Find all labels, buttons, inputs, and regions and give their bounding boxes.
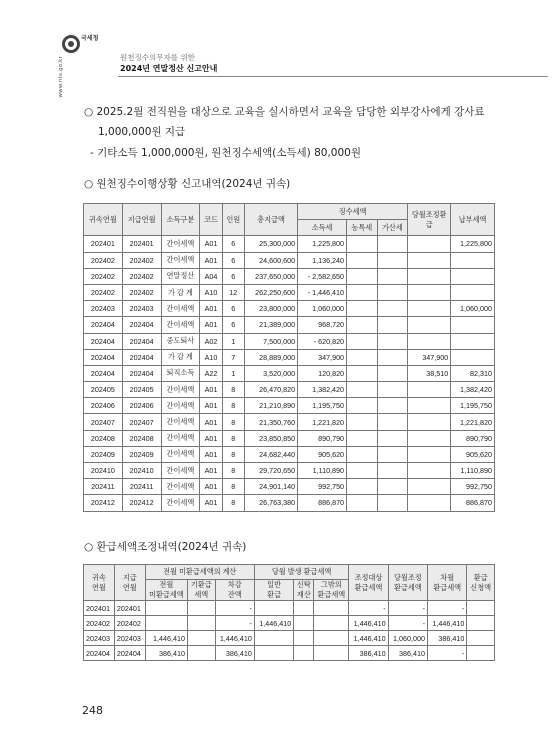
table-cell: 202402 bbox=[84, 284, 123, 300]
table-cell: 1,110,890 bbox=[298, 463, 347, 479]
col2-prev-balance: 차감 잔액 bbox=[215, 580, 254, 601]
table-cell: 202403 bbox=[84, 631, 115, 646]
table-cell: 1,446,410 bbox=[215, 631, 254, 646]
table-cell bbox=[294, 631, 314, 646]
table-cell: 202411 bbox=[122, 479, 161, 495]
table-cell: 1 bbox=[222, 333, 244, 349]
table-cell: 7,500,000 bbox=[244, 333, 297, 349]
table-cell: 6 bbox=[222, 268, 244, 284]
col-income-tax: 소득세 bbox=[298, 220, 347, 236]
table-cell bbox=[145, 616, 187, 631]
table-cell: - bbox=[428, 646, 467, 661]
table-cell: 12 bbox=[222, 284, 244, 300]
table-cell: 23,850,850 bbox=[244, 430, 297, 446]
table-cell: 21,210,890 bbox=[244, 398, 297, 414]
table-cell bbox=[451, 333, 495, 349]
table-cell: 간이세액 bbox=[161, 479, 200, 495]
table-cell: A01 bbox=[200, 430, 222, 446]
table-cell: A01 bbox=[200, 398, 222, 414]
table-cell: 간이세액 bbox=[161, 382, 200, 398]
table-row bbox=[84, 495, 495, 511]
col2-refund-req: 환급 신청액 bbox=[467, 565, 495, 601]
table-cell bbox=[254, 631, 293, 646]
table-cell bbox=[377, 479, 408, 495]
table-cell bbox=[314, 646, 349, 661]
table-cell bbox=[377, 349, 408, 365]
table-cell: 8 bbox=[222, 382, 244, 398]
table-cell: 26,470,820 bbox=[244, 382, 297, 398]
logo-text: 국세청 bbox=[81, 35, 99, 42]
table-cell: 968,720 bbox=[298, 317, 347, 333]
table-cell: 386,410 bbox=[215, 646, 254, 661]
table-cell bbox=[347, 236, 378, 252]
table-cell bbox=[377, 398, 408, 414]
table-cell: - 2,582,650 bbox=[298, 268, 347, 284]
table-cell: 3,520,000 bbox=[244, 365, 297, 381]
table-cell: 202404 bbox=[84, 317, 123, 333]
col-payment: 납부세액 bbox=[451, 204, 495, 236]
table-cell: A01 bbox=[200, 317, 222, 333]
header-subtitle: 원천징수의무자를 위한 bbox=[120, 53, 195, 62]
col2-cur-general: 일반 환급 bbox=[254, 580, 293, 601]
table-cell bbox=[294, 601, 314, 616]
example-line-2: 1,000,000원 지급 bbox=[98, 126, 186, 138]
table-cell: 202408 bbox=[122, 430, 161, 446]
table-cell: 202404 bbox=[84, 349, 123, 365]
table-cell bbox=[408, 398, 451, 414]
table-cell: 1,446,410 bbox=[428, 616, 467, 631]
table-cell bbox=[467, 616, 495, 631]
table-cell: A04 bbox=[200, 268, 222, 284]
table-cell: 간이세액 bbox=[161, 430, 200, 446]
table-cell: 202410 bbox=[84, 463, 123, 479]
table-cell bbox=[467, 631, 495, 646]
table-cell: 202402 bbox=[122, 252, 161, 268]
table-row bbox=[84, 236, 495, 252]
table-cell: 1,225,800 bbox=[451, 236, 495, 252]
table-cell bbox=[377, 301, 408, 317]
table-cell bbox=[188, 631, 216, 646]
table-row bbox=[84, 333, 495, 349]
table-cell: 202406 bbox=[122, 398, 161, 414]
header-divider bbox=[118, 76, 548, 77]
table-cell: 992,750 bbox=[451, 479, 495, 495]
table-cell bbox=[377, 382, 408, 398]
table-cell: 202405 bbox=[122, 382, 161, 398]
table-cell bbox=[294, 616, 314, 631]
table-cell bbox=[408, 317, 451, 333]
table-cell: 202402 bbox=[84, 616, 115, 631]
table-cell: 1 bbox=[222, 365, 244, 381]
page-header bbox=[58, 30, 542, 98]
table-cell bbox=[145, 601, 187, 616]
table-cell: 202404 bbox=[114, 646, 145, 661]
table-cell: 347,900 bbox=[408, 349, 451, 365]
table-cell bbox=[347, 398, 378, 414]
table-cell bbox=[314, 616, 349, 631]
table-row bbox=[84, 398, 495, 414]
table-cell bbox=[377, 430, 408, 446]
table-cell bbox=[347, 317, 378, 333]
table-cell: 202410 bbox=[122, 463, 161, 479]
table-cell: 886,870 bbox=[298, 495, 347, 511]
table-cell bbox=[408, 446, 451, 462]
table-cell bbox=[377, 268, 408, 284]
table-cell: - bbox=[388, 616, 427, 631]
table-cell: 202407 bbox=[122, 414, 161, 430]
table-cell: 1,221,820 bbox=[451, 414, 495, 430]
table-cell: 202402 bbox=[122, 284, 161, 300]
col2-prev-unrefunded: 전월 미환급세액 bbox=[145, 580, 187, 601]
table-cell: A01 bbox=[200, 446, 222, 462]
table-cell: 386,410 bbox=[349, 646, 388, 661]
col2-cur-adjust: 당월조정 환급세액 bbox=[388, 565, 427, 601]
table-cell: 1,195,750 bbox=[451, 398, 495, 414]
table-cell bbox=[294, 646, 314, 661]
table-cell: - bbox=[349, 601, 388, 616]
example-line-1: ○ 2025.2월 전직원을 대상으로 교육을 실시하면서 교육을 담당한 외부강사에게 강사료 bbox=[84, 106, 485, 118]
table-cell: 202407 bbox=[84, 414, 123, 430]
table-cell: 202404 bbox=[122, 317, 161, 333]
table-cell: 886,870 bbox=[451, 495, 495, 511]
table-row bbox=[84, 284, 495, 300]
table-cell bbox=[377, 463, 408, 479]
table-cell bbox=[347, 446, 378, 462]
nts-logo-icon bbox=[62, 35, 80, 53]
table-cell bbox=[467, 646, 495, 661]
table-cell bbox=[408, 382, 451, 398]
table-cell bbox=[467, 601, 495, 616]
table-cell: 24,682,440 bbox=[244, 446, 297, 462]
table-cell: 202403 bbox=[114, 631, 145, 646]
table-cell bbox=[314, 631, 349, 646]
table-cell bbox=[314, 601, 349, 616]
table-cell: 202401 bbox=[122, 236, 161, 252]
table-cell: 24,600,600 bbox=[244, 252, 297, 268]
table-cell: 202412 bbox=[84, 495, 123, 511]
table-cell: - bbox=[215, 616, 254, 631]
table-cell: 1,060,000 bbox=[388, 631, 427, 646]
table-cell: 1,382,420 bbox=[298, 382, 347, 398]
table-cell bbox=[408, 479, 451, 495]
table-cell bbox=[347, 252, 378, 268]
table-cell bbox=[451, 252, 495, 268]
table-cell: 202402 bbox=[114, 616, 145, 631]
table-cell: 가 감 계 bbox=[161, 284, 200, 300]
table-cell: 1,225,800 bbox=[298, 236, 347, 252]
table-row bbox=[84, 479, 495, 495]
table-cell bbox=[408, 236, 451, 252]
table-cell: 퇴직소득 bbox=[161, 365, 200, 381]
table-cell bbox=[377, 317, 408, 333]
table-cell: 202408 bbox=[84, 430, 123, 446]
table-cell: A01 bbox=[200, 495, 222, 511]
table-row bbox=[84, 430, 495, 446]
table-cell bbox=[188, 616, 216, 631]
table-cell: 21,350,760 bbox=[244, 414, 297, 430]
header-title: 2024년 연말정산 신고안내 bbox=[120, 64, 218, 73]
table-cell: 8 bbox=[222, 463, 244, 479]
table-cell: 202409 bbox=[84, 446, 123, 462]
section1-title: ○ 원천징수이행상황 신고내역(2024년 귀속) bbox=[84, 178, 291, 190]
table-cell: 6 bbox=[222, 301, 244, 317]
table-cell: 가 감 계 bbox=[161, 349, 200, 365]
col-add-tax: 가산세 bbox=[377, 220, 408, 236]
table-cell bbox=[377, 414, 408, 430]
table-cell: 202405 bbox=[84, 382, 123, 398]
table-cell: A01 bbox=[200, 414, 222, 430]
col-rural-tax: 농특세 bbox=[347, 220, 378, 236]
table-cell bbox=[451, 349, 495, 365]
table-cell: 202409 bbox=[122, 446, 161, 462]
table-cell: A10 bbox=[200, 349, 222, 365]
table-row bbox=[84, 463, 495, 479]
example-line-3: - 기타소득 1,000,000원, 원천징수세액(소득세) 80,000원 bbox=[90, 147, 361, 159]
table-cell: 간이세액 bbox=[161, 414, 200, 430]
table-cell: 8 bbox=[222, 398, 244, 414]
table-cell: 1,446,410 bbox=[349, 616, 388, 631]
col-persons: 인원 bbox=[222, 204, 244, 236]
table-cell: 연말정산 bbox=[161, 268, 200, 284]
table-cell bbox=[377, 365, 408, 381]
table-cell: 202411 bbox=[84, 479, 123, 495]
table-cell: 890,790 bbox=[298, 430, 347, 446]
refund-adjustment-table bbox=[83, 564, 495, 661]
table-cell: 202402 bbox=[122, 268, 161, 284]
table-cell: - bbox=[215, 601, 254, 616]
table-cell bbox=[347, 365, 378, 381]
table-cell: 237,650,000 bbox=[244, 268, 297, 284]
table-cell bbox=[377, 236, 408, 252]
table-cell bbox=[347, 382, 378, 398]
table-cell bbox=[377, 284, 408, 300]
table-cell: 26,763,380 bbox=[244, 495, 297, 511]
table-cell: 202404 bbox=[84, 646, 115, 661]
table-cell: 간이세액 bbox=[161, 252, 200, 268]
table-row bbox=[84, 446, 495, 462]
col-type: 소득구분 bbox=[161, 204, 200, 236]
table-cell: 1,195,750 bbox=[298, 398, 347, 414]
table-cell bbox=[347, 284, 378, 300]
table-cell: 1,446,410 bbox=[254, 616, 293, 631]
table-cell bbox=[254, 646, 293, 661]
table-cell: 8 bbox=[222, 430, 244, 446]
table-cell: 386,410 bbox=[145, 646, 187, 661]
table-cell bbox=[188, 601, 216, 616]
table-cell: 1,446,410 bbox=[145, 631, 187, 646]
table-cell: 29,720,650 bbox=[244, 463, 297, 479]
table-cell: 992,750 bbox=[298, 479, 347, 495]
col-pay: 지급연월 bbox=[122, 204, 161, 236]
table-cell bbox=[347, 349, 378, 365]
table-row bbox=[84, 616, 495, 631]
table-cell: A22 bbox=[200, 365, 222, 381]
table-cell: 386,410 bbox=[388, 646, 427, 661]
table-cell bbox=[377, 446, 408, 462]
table-cell: 간이세액 bbox=[161, 398, 200, 414]
table-cell bbox=[347, 268, 378, 284]
table-cell: 890,790 bbox=[451, 430, 495, 446]
table-row bbox=[84, 252, 495, 268]
table-cell: 6 bbox=[222, 317, 244, 333]
table-cell: 24,901,140 bbox=[244, 479, 297, 495]
table-cell: 28,889,000 bbox=[244, 349, 297, 365]
table-cell bbox=[408, 430, 451, 446]
col2-pay: 지급 연월 bbox=[114, 565, 145, 601]
table-cell: 347,900 bbox=[298, 349, 347, 365]
table-cell bbox=[377, 495, 408, 511]
table-cell: - bbox=[428, 601, 467, 616]
table-cell: 202403 bbox=[84, 301, 123, 317]
table-cell: 21,389,000 bbox=[244, 317, 297, 333]
table-cell: 8 bbox=[222, 446, 244, 462]
logo-url: www.nts.go.kr bbox=[58, 56, 64, 98]
table-cell: 1,060,000 bbox=[451, 301, 495, 317]
table-row bbox=[84, 349, 495, 365]
table-cell: 38,510 bbox=[408, 365, 451, 381]
table-cell: 6 bbox=[222, 236, 244, 252]
col-code: 코드 bbox=[200, 204, 222, 236]
table-cell: 202404 bbox=[122, 365, 161, 381]
table-cell: A10 bbox=[200, 284, 222, 300]
table-cell: 1,136,240 bbox=[298, 252, 347, 268]
table-cell: 1,382,420 bbox=[451, 382, 495, 398]
table-cell: 1,446,410 bbox=[349, 631, 388, 646]
table-cell: 간이세액 bbox=[161, 463, 200, 479]
col2-cur-group: 당월 발생 환급세액 bbox=[254, 565, 348, 580]
table-cell bbox=[254, 601, 293, 616]
table-cell: 202404 bbox=[122, 333, 161, 349]
table-cell: 202404 bbox=[84, 365, 123, 381]
table-cell bbox=[451, 317, 495, 333]
table-cell: 202401 bbox=[114, 601, 145, 616]
table-cell: 1,110,890 bbox=[451, 463, 495, 479]
table-cell bbox=[347, 301, 378, 317]
table-row bbox=[84, 382, 495, 398]
col2-adjust-target: 조정대상 환급세액 bbox=[349, 565, 388, 601]
table-cell bbox=[408, 252, 451, 268]
table-cell: 120,820 bbox=[298, 365, 347, 381]
table-cell bbox=[347, 495, 378, 511]
table-cell: - 620,820 bbox=[298, 333, 347, 349]
table-row bbox=[84, 301, 495, 317]
table-cell: A01 bbox=[200, 236, 222, 252]
table-cell bbox=[408, 463, 451, 479]
withholding-report-table bbox=[83, 203, 495, 512]
table-row bbox=[84, 317, 495, 333]
col2-cur-other: 그밖의 환급세액 bbox=[314, 580, 349, 601]
table-cell: 7 bbox=[222, 349, 244, 365]
table-cell bbox=[188, 646, 216, 661]
table-cell: 8 bbox=[222, 495, 244, 511]
table-cell: 6 bbox=[222, 252, 244, 268]
table-cell bbox=[347, 463, 378, 479]
table-cell: A01 bbox=[200, 382, 222, 398]
col2-prev-refund-req: 기환급 세액 bbox=[188, 580, 216, 601]
table-cell: 202404 bbox=[122, 349, 161, 365]
table-cell: 202403 bbox=[122, 301, 161, 317]
table-row bbox=[84, 268, 495, 284]
table-cell: A01 bbox=[200, 252, 222, 268]
table-cell bbox=[377, 252, 408, 268]
table-cell: 간이세액 bbox=[161, 301, 200, 317]
table-cell bbox=[408, 284, 451, 300]
table-cell: 905,620 bbox=[298, 446, 347, 462]
table-cell: A01 bbox=[200, 479, 222, 495]
table-cell: 간이세액 bbox=[161, 495, 200, 511]
table-cell bbox=[408, 333, 451, 349]
table-cell bbox=[347, 430, 378, 446]
table-row bbox=[84, 631, 495, 646]
table-cell: A01 bbox=[200, 463, 222, 479]
col2-belong: 귀속 연월 bbox=[84, 565, 115, 601]
table-cell: 8 bbox=[222, 479, 244, 495]
table-cell: A01 bbox=[200, 301, 222, 317]
section2-title: ○ 환급세액조정내역(2024년 귀속) bbox=[84, 541, 247, 553]
table-cell: - bbox=[388, 601, 427, 616]
table-cell: 202401 bbox=[84, 601, 115, 616]
table-cell bbox=[451, 284, 495, 300]
col-total: 총지급액 bbox=[244, 204, 297, 236]
table-cell bbox=[408, 414, 451, 430]
table-cell bbox=[408, 301, 451, 317]
col-belong: 귀속연월 bbox=[84, 204, 123, 236]
table-cell: 간이세액 bbox=[161, 446, 200, 462]
table-cell: 1,060,000 bbox=[298, 301, 347, 317]
table-cell: 간이세액 bbox=[161, 317, 200, 333]
table-cell bbox=[451, 268, 495, 284]
table-cell: 25,300,000 bbox=[244, 236, 297, 252]
table-cell: 82,310 bbox=[451, 365, 495, 381]
table-cell: 202406 bbox=[84, 398, 123, 414]
table-cell: 386,410 bbox=[428, 631, 467, 646]
table-cell: 202402 bbox=[84, 268, 123, 284]
table-cell bbox=[347, 333, 378, 349]
page-number: 248 bbox=[82, 704, 103, 717]
table-cell: 202401 bbox=[84, 236, 123, 252]
col-withholding: 징수세액 bbox=[298, 204, 408, 220]
table-cell: 262,250,600 bbox=[244, 284, 297, 300]
table-cell: 202412 bbox=[122, 495, 161, 511]
table-cell: - 1,446,410 bbox=[298, 284, 347, 300]
col2-prev-group: 전월 미환급세액의 계산 bbox=[145, 565, 254, 580]
col-adjust: 당월조정환급 bbox=[408, 204, 451, 236]
col2-cur-trust: 신탁 재산 bbox=[294, 580, 314, 601]
table-cell bbox=[347, 414, 378, 430]
table-cell: A02 bbox=[200, 333, 222, 349]
table-row bbox=[84, 414, 495, 430]
table-row bbox=[84, 646, 495, 661]
table-cell: 8 bbox=[222, 414, 244, 430]
table-cell bbox=[347, 479, 378, 495]
table-cell: 23,800,000 bbox=[244, 301, 297, 317]
col2-carry: 차월 환급세액 bbox=[428, 565, 467, 601]
table-cell: 202404 bbox=[84, 333, 123, 349]
table-cell: 1,221,820 bbox=[298, 414, 347, 430]
table-cell: 202402 bbox=[84, 252, 123, 268]
table-cell: 중도퇴사 bbox=[161, 333, 200, 349]
table-cell: 905,620 bbox=[451, 446, 495, 462]
table-row bbox=[84, 601, 495, 616]
table-cell bbox=[408, 495, 451, 511]
table-row bbox=[84, 365, 495, 381]
table-cell bbox=[408, 268, 451, 284]
table-cell bbox=[377, 333, 408, 349]
table-cell: 간이세액 bbox=[161, 236, 200, 252]
